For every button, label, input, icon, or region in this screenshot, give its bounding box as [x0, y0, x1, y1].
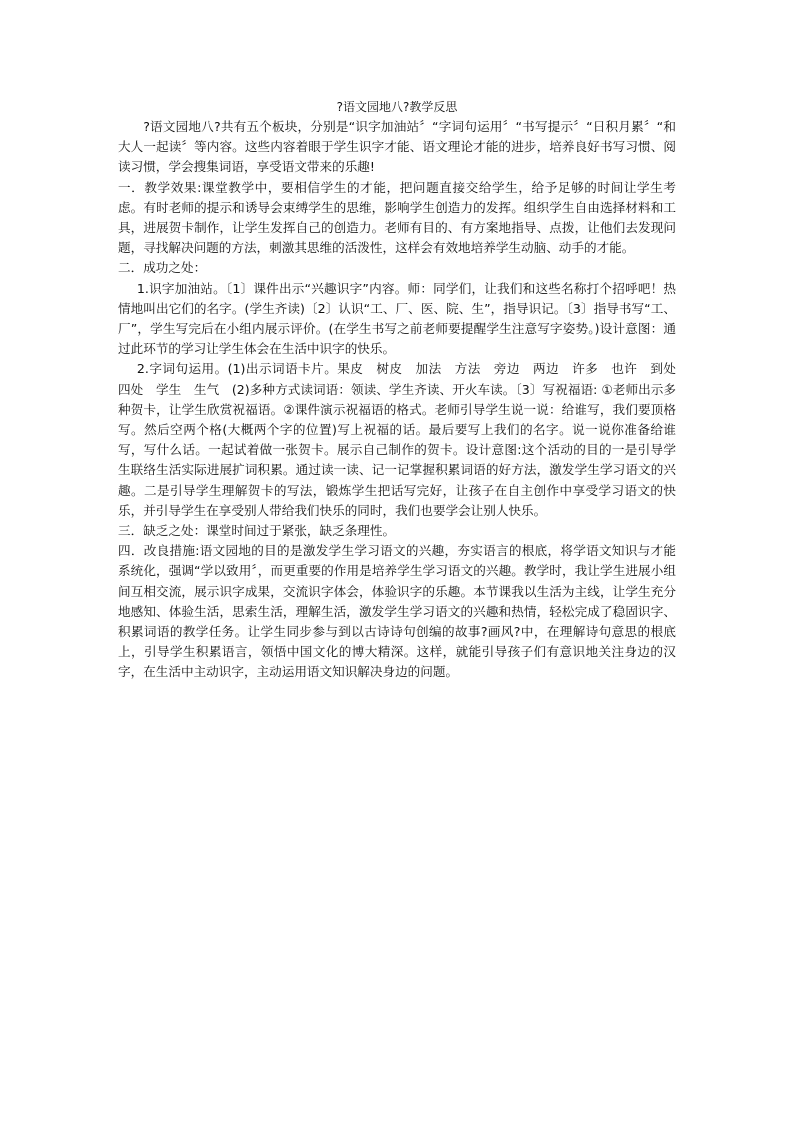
section-teaching-effect: 一．教学效果:课堂教学中，要相信学生的才能，把问题直接交给学生，给予足够的时间让学生考虑。有时老师的提示和诱导会束缚学生的思维，影响学生创造力的发挥。组织学生自由选择材料和工具，进展贺卡制作，让学生发挥自己的创造力。老师有目的、有方案地指导、点拨，让他们去发现问题，寻找解决问题的方法，刺激其思维的活泼性，这样会有效地培养学生动脑、动手的才能。	[118, 179, 676, 256]
success-item-literacy: 1.识字加油站。〔1〕课件出示“兴趣识字”内容。师：同学们，让我们和这些名称打个招呼吧！热情地叫出它们的名字。(学生齐读)〔2〕认识“工、厂、医、院、生”，指导识记。〔3〕指导书写“工、厂”，学生写完后在小组内展示评价。(在学生书写之前老师要提醒学生注意写字姿势。)设计意图：通过此环节的学习让学生体会在生活中识字的快乐。	[118, 280, 676, 357]
section-shortcomings: 三．缺乏之处：课堂时间过于紧张，缺乏条理性。	[118, 523, 396, 539]
section-success-heading: 二．成功之处：	[118, 260, 207, 276]
document-page	[118, 98, 689, 683]
section-improvements: 四．改良措施:语文园地的目的是激发学生学习语文的兴趣，夯实语言的根底，将学语文知识与才能系统化，强调“学以致用〞，而更重要的作用是培养学生学习语文的兴趣。教学时，我让学生进展小组间互相交流，展示识字成果，交流识字体会，体验识字的乐趣。本节课我以生活为主线，让学生充分地感知、体验生活，思索生活，理解生活，激发学生学习语文的兴趣和热情，轻松完成了稳固识字、积累词语的教学任务。让学生同步参与到以古诗诗句创编的故事?画风?中，在理解诗句意思的根底上，引导学生积累语言，领悟中国文化的博大精深。这样，就能引导孩子们有意识地关注身边的汉字，在生活中主动识字，主动运用语文知识解决身边的问题。	[118, 543, 676, 680]
success-item-word-usage: 2.字词句运用。(1)出示词语卡片。果皮 树皮 加法 方法 旁边 两边 许多 也许 到处 四处 学生 生气 (2)多种方式读词语：领读、学生齐读、开火车读。〔3〕写祝福语: ①老师出示多种贺卡，让学生欣赏祝福语。②课件演示祝福语的格式。老师引导学生说一说：给谁写，我们要顶格写。然后空两个格(大概两个字的位置)写上祝福的话。最后要写上我们的名字。说一说你准备给谁写，写什么话。一起试着做一张贺卡。展示自己制作的贺卡。设计意图:这个活动的目的一是引导学生联络生活实际进展扩词积累。通过读一读、记一记掌握积累词语的好方法，激发学生学习语文的兴趣。二是引导学生理解贺卡的写法，锻炼学生把话写完好，让孩子在自主创作中享受学习语文的快乐，并引导学生在享受别人带给我们快乐的同时，我们也要学会让别人快乐。	[118, 361, 689, 518]
document-title: ?语文园地八?教学反思	[336, 100, 458, 114]
intro-paragraph: ?语文园地八?共有五个板块，分别是“识字加油站〞“字词句运用〞“书写提示〞“日积月累〞“和大人一起读〞等内容。这些内容着眼于学生识字才能、语文理论才能的进步，培养良好书写习惯、阅读习惯，学会搜集词语，享受语文带来的乐趣!	[118, 119, 676, 175]
